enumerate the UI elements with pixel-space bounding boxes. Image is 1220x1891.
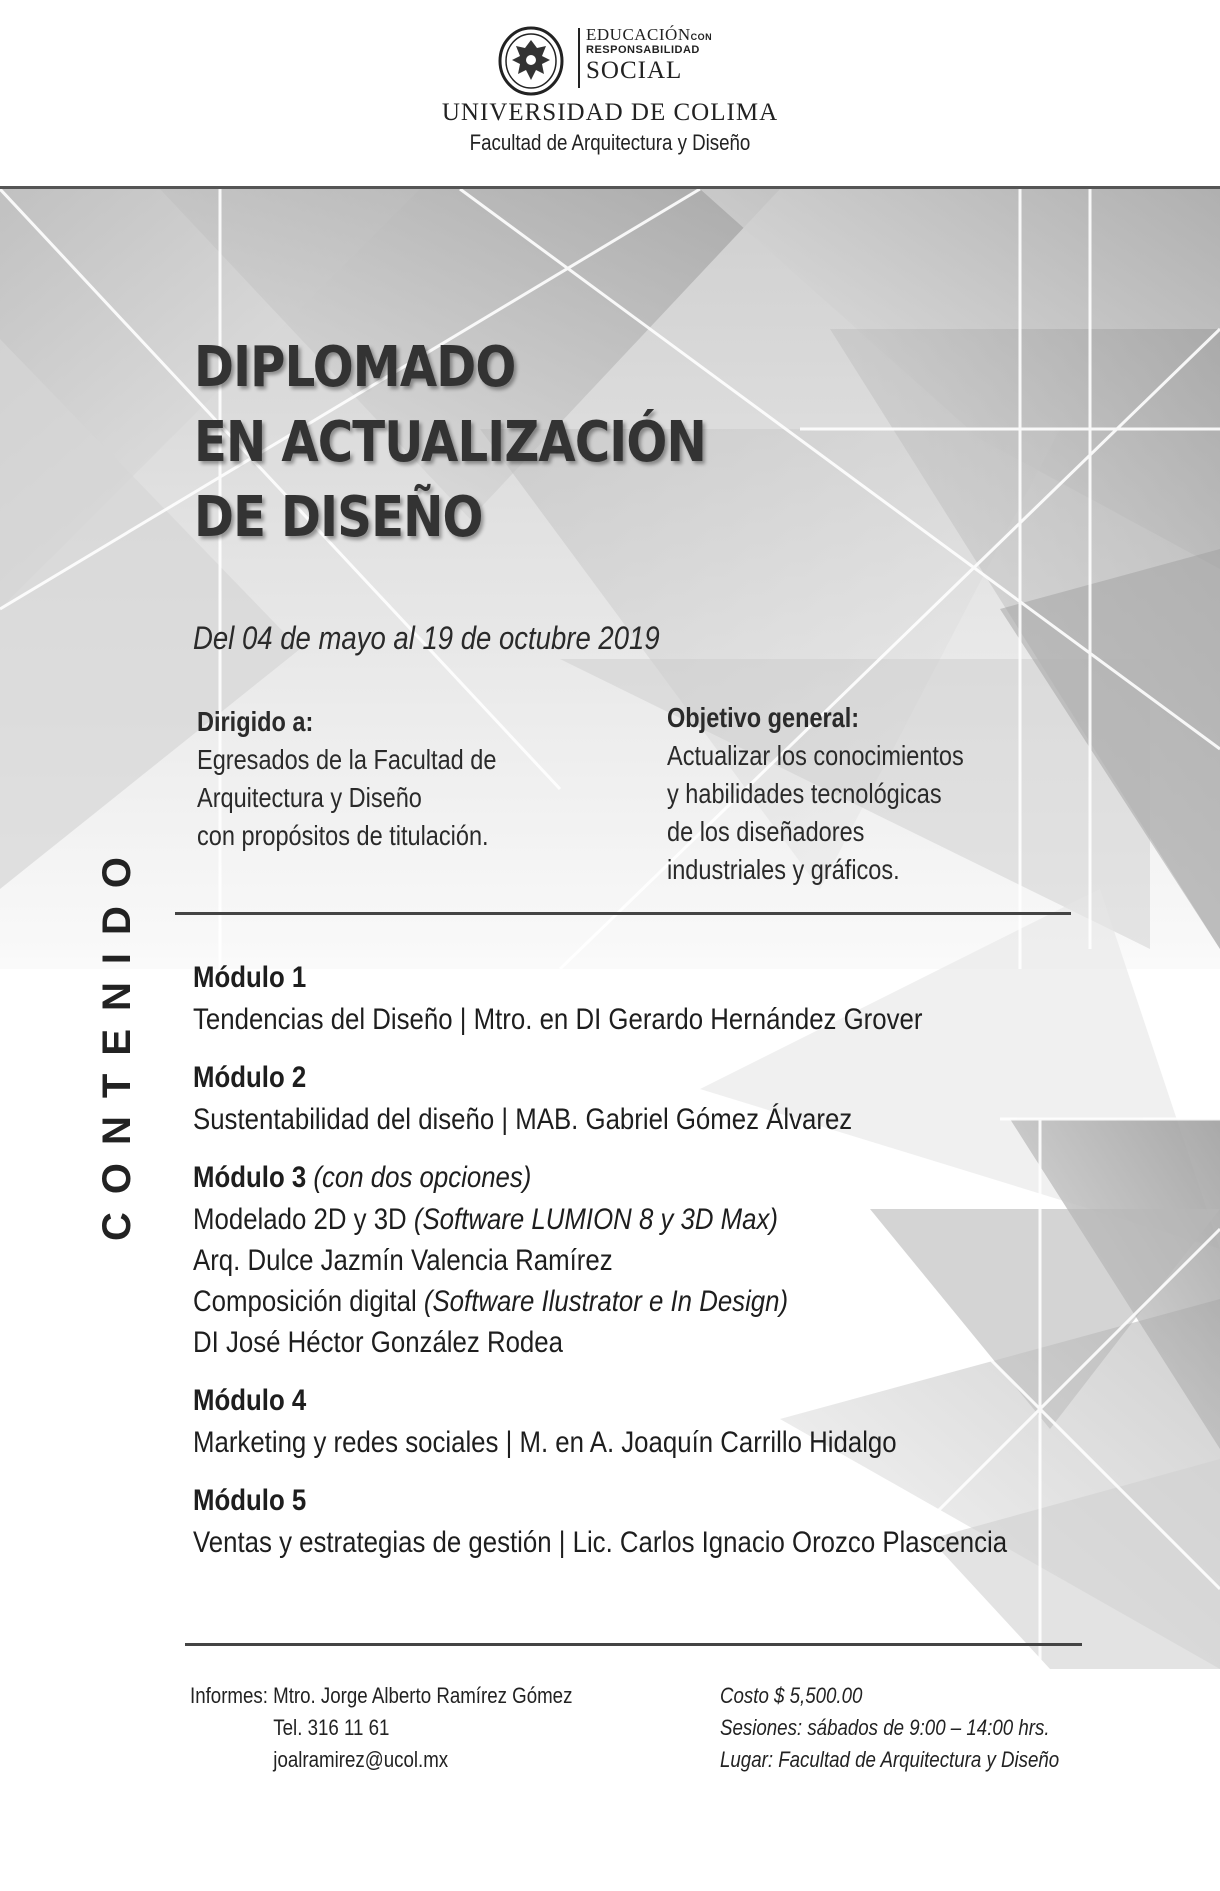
- module-heading: Módulo 1: [193, 961, 307, 994]
- module-item: [193, 957, 967, 1040]
- section-divider: [175, 912, 1071, 915]
- diploma-title: [194, 330, 789, 555]
- header: [0, 0, 1220, 185]
- audience-line: Arquitectura y Diseño: [197, 782, 422, 813]
- contact-name: Informes: Mtro. Jorge Alberto Ramírez Gómez: [190, 1683, 573, 1708]
- university-seal-icon: [498, 26, 564, 96]
- modules-list: [193, 957, 1093, 1580]
- module-line: Ventas y estrategias de gestión | Lic. Carlos Ignacio Orozco Plascencia: [193, 1526, 1008, 1559]
- course-details: [720, 1680, 1059, 1776]
- module-item: [193, 1157, 967, 1363]
- module-line: Tendencias del Diseño | Mtro. en DI Gerardo Hernández Grover: [193, 1003, 923, 1036]
- objective-heading: Objetivo general:: [667, 702, 860, 733]
- audience-heading: Dirigido a:: [197, 706, 314, 737]
- contenido-label: CONTENIDO: [95, 839, 139, 1241]
- module-line: Modelado 2D y 3D (Software LUMION 8 y 3D Max): [193, 1203, 779, 1236]
- title-line-1: DIPLOMADO: [194, 335, 516, 400]
- course-sessions: Sesiones: sábados de 9:00 – 14:00 hrs.: [720, 1715, 1050, 1740]
- university-name: UNIVERSIDAD DE COLIMA: [441, 99, 779, 126]
- contact-info: [190, 1680, 572, 1776]
- module-heading: Módulo 3 (con dos opciones): [193, 1161, 532, 1194]
- module-heading: Módulo 5: [193, 1484, 307, 1517]
- module-item: [193, 1480, 1008, 1563]
- logo-divider: [578, 28, 580, 88]
- audience-line: con propósitos de titulación.: [197, 820, 489, 851]
- module-heading: Módulo 4: [193, 1384, 307, 1417]
- module-line: Marketing y redes sociales | M. en A. Joaquín Carrillo Hidalgo: [193, 1426, 897, 1459]
- contact-phone: Tel. 316 11 61: [273, 1715, 390, 1740]
- module-item: [193, 1057, 967, 1140]
- module-heading: Módulo 2: [193, 1061, 307, 1094]
- module-line: DI José Héctor González Rodea: [193, 1326, 563, 1359]
- title-line-2: EN ACTUALIZACIÓN: [194, 410, 706, 475]
- contact-email: joalramirez@ucol.mx: [273, 1747, 449, 1772]
- course-location: Lugar: Facultad de Arquitectura y Diseño: [720, 1747, 1060, 1772]
- audience-line: Egresados de la Facultad de: [197, 744, 497, 775]
- objective-line: y habilidades tecnológicas: [667, 778, 942, 809]
- audience-block: [197, 703, 496, 855]
- module-line: Arq. Dulce Jazmín Valencia Ramírez: [193, 1244, 613, 1277]
- module-line: Sustentabilidad del diseño | MAB. Gabriel Gómez Álvarez: [193, 1103, 853, 1136]
- module-item: [193, 1380, 967, 1463]
- footer-divider: [185, 1643, 1082, 1646]
- title-line-3: DE DISEÑO: [194, 485, 483, 550]
- objective-line: industriales y gráficos.: [667, 854, 900, 885]
- course-cost: Costo $ 5,500.00: [720, 1683, 863, 1708]
- objective-block: [667, 699, 964, 889]
- module-note: (con dos opciones): [313, 1161, 532, 1194]
- faculty-name: Facultad de Arquitectura y Diseño: [469, 130, 751, 155]
- module-line: Composición digital (Software Ilustrator e In Design): [193, 1285, 789, 1318]
- logo-wordmark: EDUCACIÓNCON RESPONSABILIDAD SOCIAL: [586, 25, 713, 84]
- objective-line: Actualizar los conocimientos: [667, 740, 964, 771]
- objective-line: de los diseñadores: [667, 816, 865, 847]
- date-range: Del 04 de mayo al 19 de octubre 2019: [193, 620, 660, 656]
